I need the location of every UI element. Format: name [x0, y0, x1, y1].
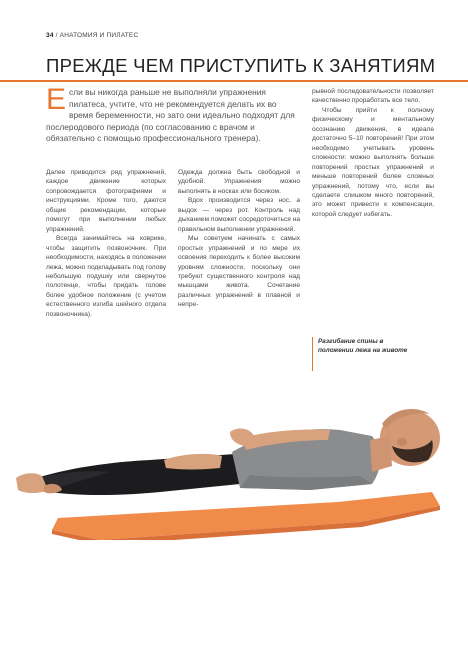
text-column-3	[312, 87, 434, 219]
paragraph: Вдох производится через нос, а выдох — через рот. Контроль над дыханием поможет сосредоточиться на правильном выполнении упражнений.	[178, 197, 300, 233]
text-column-2	[178, 168, 300, 310]
neck	[370, 436, 392, 472]
running-header	[46, 32, 138, 39]
paragraph: рывной последовательности позволяет качественно проработать все тело.	[312, 88, 434, 105]
title-rule	[0, 80, 468, 82]
text-column-1	[46, 168, 166, 319]
paragraph: Мы советуем начинать с самых простых упражнений и по мере их освоения переходить к более высоким уровням сложности, поскольку они требуют существенного контроля над мышцами живота. Сочетание различных упражнений в плавной и непре-	[178, 235, 300, 309]
drop-cap: Е	[46, 83, 67, 116]
paragraph: Далее приводится ряд упражнений, каждое движение которых сопровождается фотографиями и инструкциями. Кроме того, даются общие рекомендации, которые помогут при выполнении любых упражнений.	[46, 169, 166, 233]
section-name: / АНАТОМИЯ И ПИЛАТЕС	[55, 32, 139, 39]
page-number: 34	[46, 32, 54, 39]
paragraph: Чтобы прийти к полному физическому и ментальному осознанию движения, в идеале достаточно 5–10 повторений! При этом необходимо учитывать уровень сложности: можно выполнять больше повторений простых упражнений и меньше повторений более сложных упражнений, потому что, если вы сделаете слишком много повторений, это может привести к компенсации, которой следует избегать.	[312, 106, 434, 218]
paragraph: Всегда занимайтесь на коврике, чтобы защитить позвоночник. При необходимости, находясь в положении лежа, можно подкладывать под голову небольшую подушку или свернутое полотенце, чтобы придать голове более удобное положение (с учетом естественного изгиба шейного отдела позвоночника).	[46, 235, 166, 318]
exercise-photo	[0, 380, 468, 540]
intro-paragraph	[46, 83, 300, 145]
caption-rule	[312, 337, 313, 371]
intro-text: сли вы никогда раньше не выполняли упражнения пилатеса, учтите, что не рекомендуется делать их во время беременности, но зато они идеально подходят для послеродового периода (по согласованию с врачом и обязательно с помощью профессионального тренера).	[46, 87, 295, 144]
photo-caption: Разгибание спины в положении лежа на животе	[318, 338, 408, 354]
paragraph: Одежда должна быть свободной и удобной. Упражнения можно выполнять в носках или босиком.	[178, 169, 300, 195]
page-title: ПРЕЖДЕ ЧЕМ ПРИСТУПИТЬ К ЗАНЯТИЯМ	[46, 55, 436, 76]
lower-hand	[164, 454, 222, 470]
ear	[397, 438, 407, 446]
